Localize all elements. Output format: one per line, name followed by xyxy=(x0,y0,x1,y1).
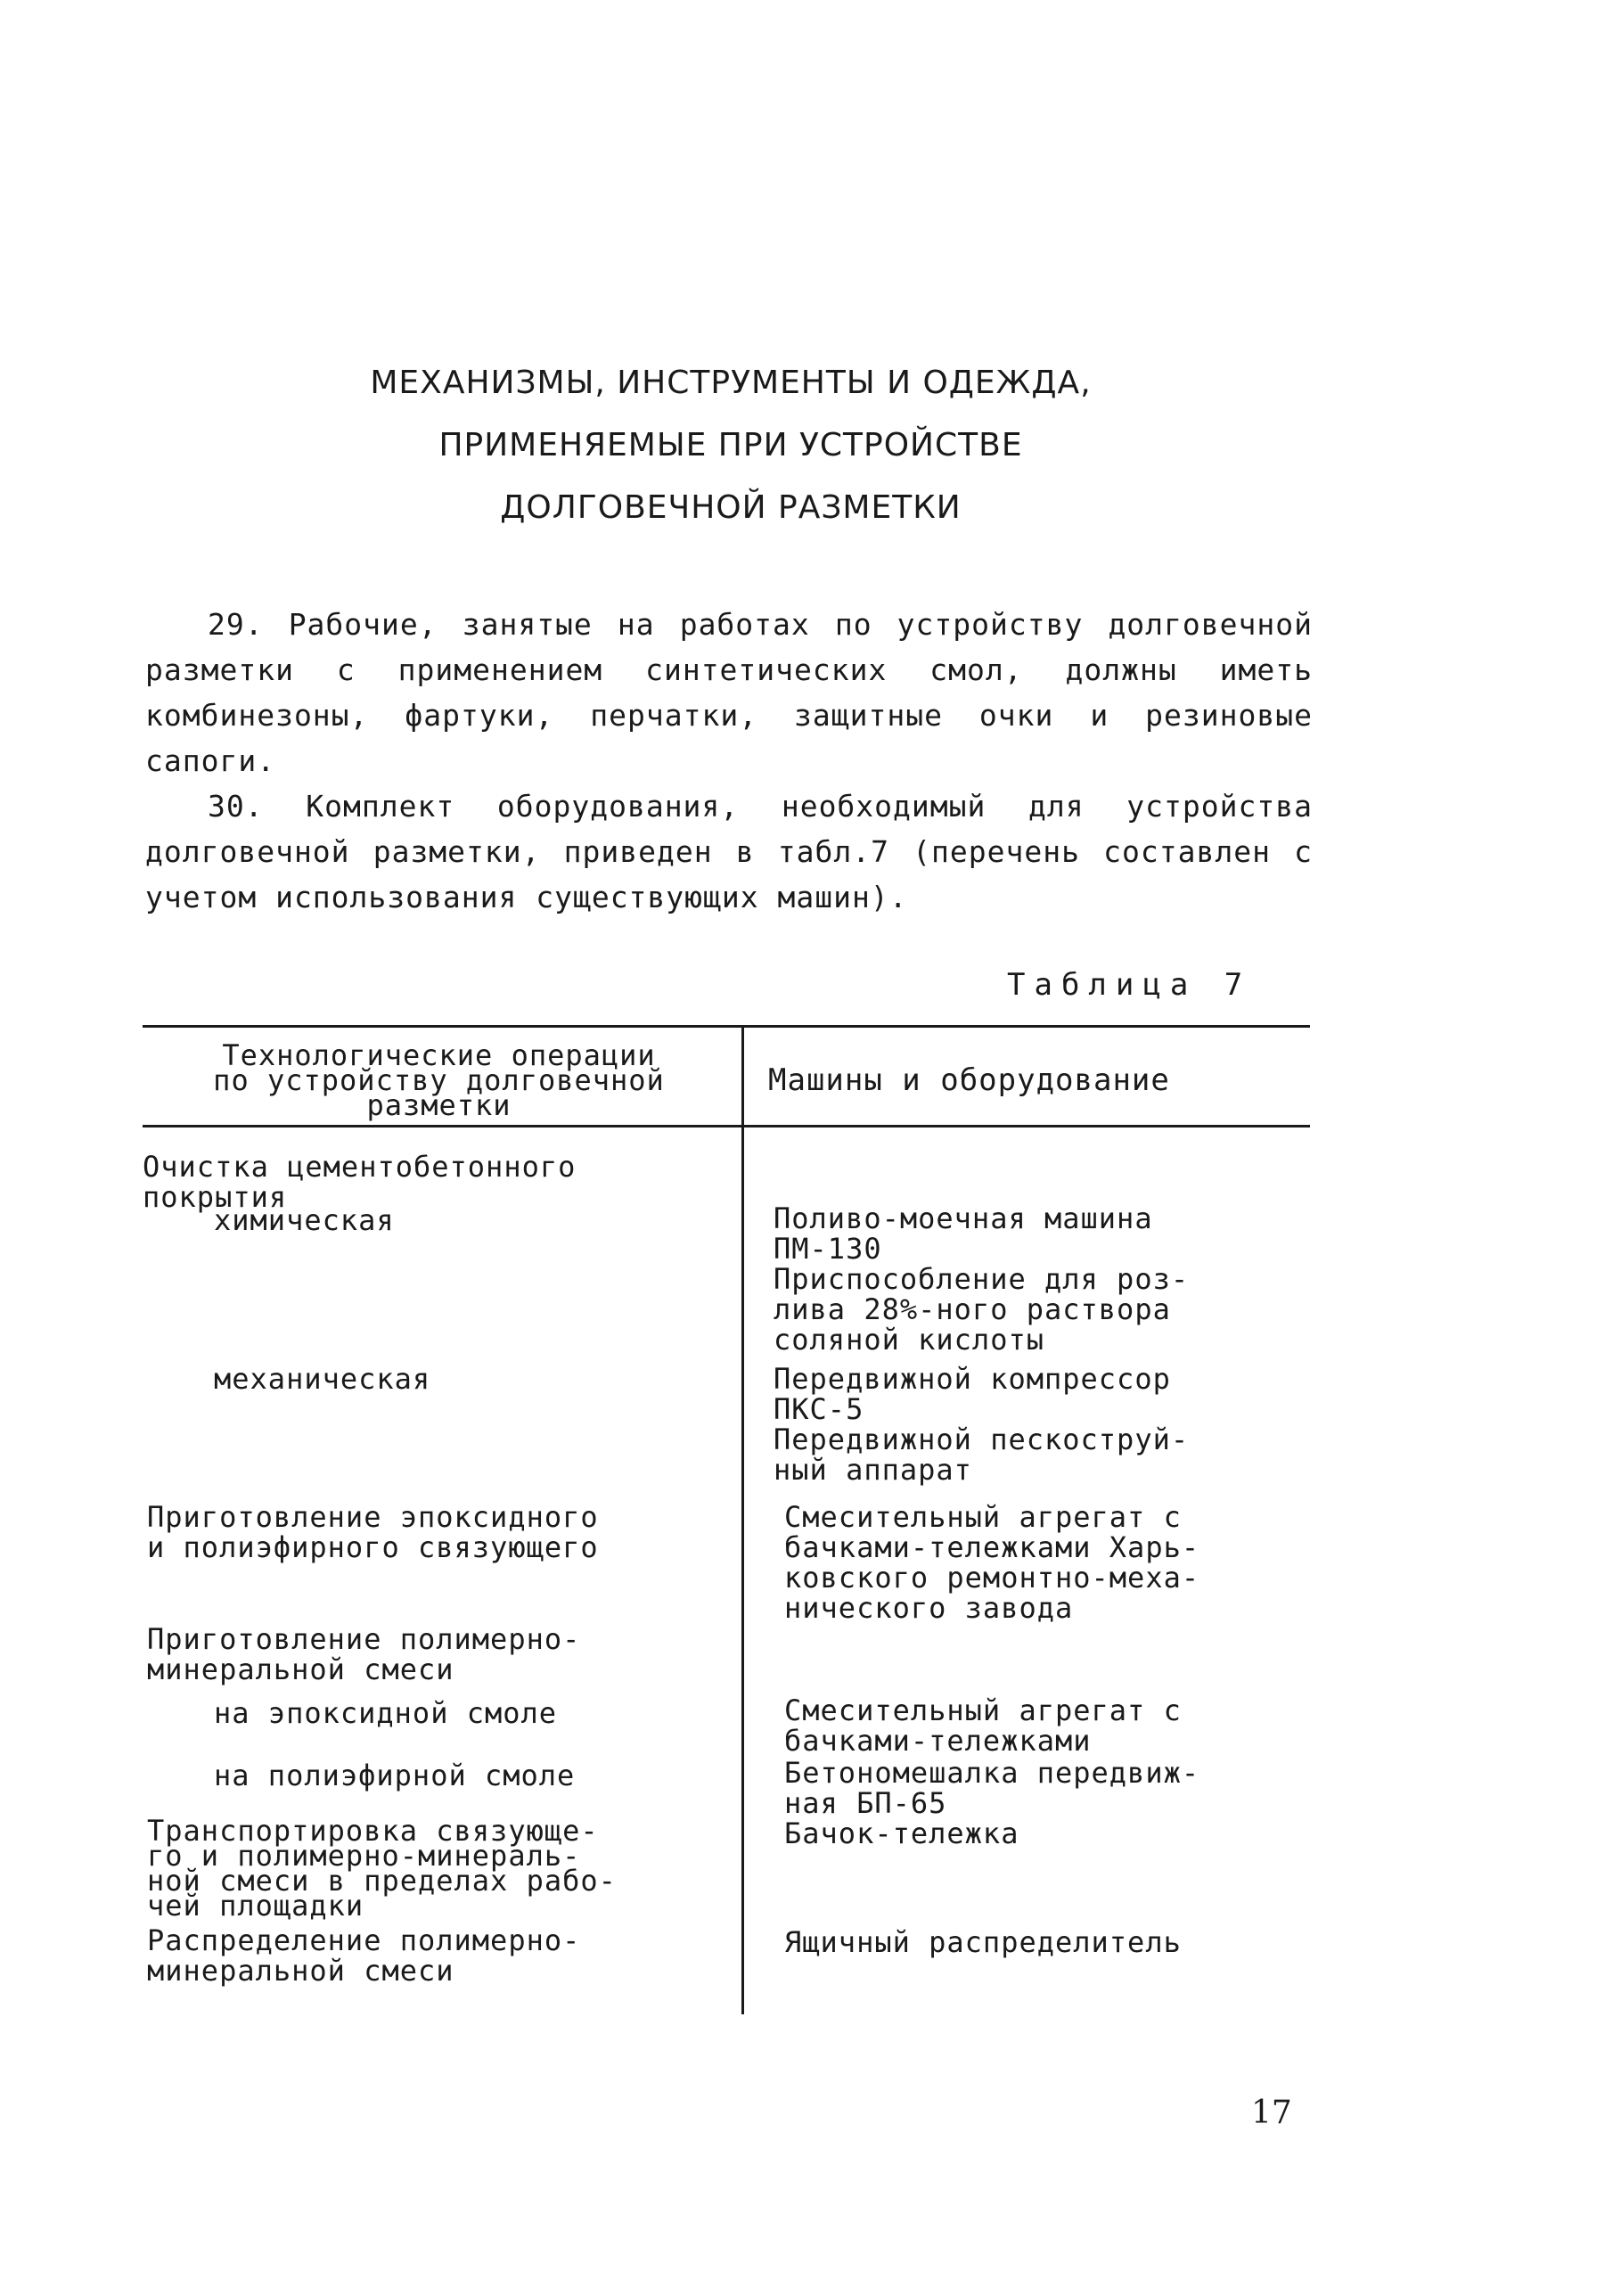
table-row-equipment xyxy=(784,1927,1182,1957)
cell-line: на эпоксидной смоле xyxy=(214,1696,558,1730)
table-caption: Таблица 7 xyxy=(1007,967,1252,1003)
table-row-equipment xyxy=(784,1695,1182,1756)
table-row-equipment xyxy=(784,1502,1199,1623)
table-row-equipment xyxy=(784,1758,1199,1818)
table-row-operation xyxy=(147,1925,580,1986)
page-heading xyxy=(0,352,1461,539)
header-line: по устройству долговечной xyxy=(213,1063,665,1097)
cell-line: минеральной смеси xyxy=(147,1954,454,1988)
cell-line: Очистка цементобетонного xyxy=(143,1150,577,1184)
table-row-equipment xyxy=(774,1203,1189,1355)
cell-line: Смесительный агрегат с xyxy=(784,1693,1182,1727)
body-text xyxy=(145,602,1313,920)
table-row-equipment xyxy=(784,1818,1019,1849)
paragraph-29: 29. Рабочие, занятые на работах по устройству долговечной разметки с применением синтетических смол, должны иметь комбинезоны, фартуки, перчатки, защитные очки и резиновые сапоги. xyxy=(145,607,1313,778)
page-number: 17 xyxy=(1251,2095,1292,2131)
cell-line: Приспособление для роз- xyxy=(774,1262,1190,1296)
column-header-operations xyxy=(143,1038,735,1122)
cell-line: Приготовление эпоксидного xyxy=(147,1500,599,1534)
cell-line: Бачок-тележка xyxy=(784,1816,1019,1850)
cell-line: ПМ-130 xyxy=(774,1232,882,1266)
cell-line: Передвижной пескоструй- xyxy=(774,1423,1190,1456)
table-row-operation xyxy=(214,1364,430,1394)
cell-line: минеральной смеси xyxy=(147,1652,454,1686)
cell-line: химическая xyxy=(214,1203,395,1237)
cell-line: Ящичный распределитель xyxy=(784,1925,1182,1959)
heading-line-1: МЕХАНИЗМЫ, ИНСТРУМЕНТЫ И ОДЕЖДА, xyxy=(370,365,1092,401)
header-line: Технологические операции xyxy=(222,1038,656,1072)
cell-line: бачками-тележками xyxy=(784,1724,1092,1758)
table-top-rule xyxy=(143,1025,1310,1028)
cell-line: ной смеси в пределах рабо- xyxy=(147,1864,617,1898)
cell-line: Передвижной компрессор xyxy=(774,1362,1171,1396)
cell-line: ная БП-65 xyxy=(784,1786,947,1820)
table-row-operation xyxy=(214,1205,395,1235)
cell-line: на полиэфирной смоле xyxy=(214,1759,576,1792)
cell-line: Транспортировка связующе- xyxy=(147,1814,599,1848)
cell-line: Приготовление полимерно- xyxy=(147,1622,581,1656)
table-header-rule xyxy=(143,1125,1310,1128)
cell-line: го и полимерно-минераль- xyxy=(147,1839,581,1873)
cell-line: нического завода xyxy=(784,1591,1074,1625)
table-row-operation xyxy=(214,1760,575,1791)
cell-line: соляной кислоты xyxy=(774,1323,1044,1357)
cell-line: Бетономешалка передвиж- xyxy=(784,1756,1200,1790)
cell-line: бачками-тележками Харь- xyxy=(784,1530,1200,1564)
cell-line: лива 28%-ного раствора xyxy=(774,1292,1171,1326)
heading-line-3: ДОЛГОВЕЧНОЙ РАЗМЕТКИ xyxy=(500,489,962,526)
table-row-operation xyxy=(147,1814,617,1923)
heading-line-2: ПРИМЕНЯЕМЫЕ ПРИ УСТРОЙСТВЕ xyxy=(438,427,1023,463)
cell-line: и полиэфирного связующего xyxy=(147,1530,599,1564)
cell-line: механическая xyxy=(214,1362,431,1396)
cell-line: Поливо-моечная машина xyxy=(774,1201,1153,1235)
table-row-operation xyxy=(147,1502,599,1562)
cell-line: Распределение полимерно- xyxy=(147,1923,581,1957)
cell-line: ный аппарат xyxy=(774,1453,972,1487)
cell-line: ковского ремонтно-меха- xyxy=(784,1561,1200,1595)
table-row-equipment xyxy=(774,1364,1189,1485)
cell-line: ПКС-5 xyxy=(774,1392,864,1426)
header-line: разметки xyxy=(366,1088,512,1122)
cell-line: покрытия xyxy=(143,1180,288,1214)
cell-line: Смесительный агрегат с xyxy=(784,1500,1182,1534)
table-row-operation xyxy=(214,1698,557,1728)
table-column-divider xyxy=(741,1025,744,2014)
paragraph-30: 30. Комплект оборудования, необходимый для устройства долговечной разметки, приведен в табл.7 (перечень составлен с учетом использования существующих машин). xyxy=(145,789,1313,914)
column-header-equipment: Машины и оборудование xyxy=(768,1062,1170,1098)
cell-line: чей площадки xyxy=(147,1889,364,1923)
table-row-operation xyxy=(147,1624,580,1685)
